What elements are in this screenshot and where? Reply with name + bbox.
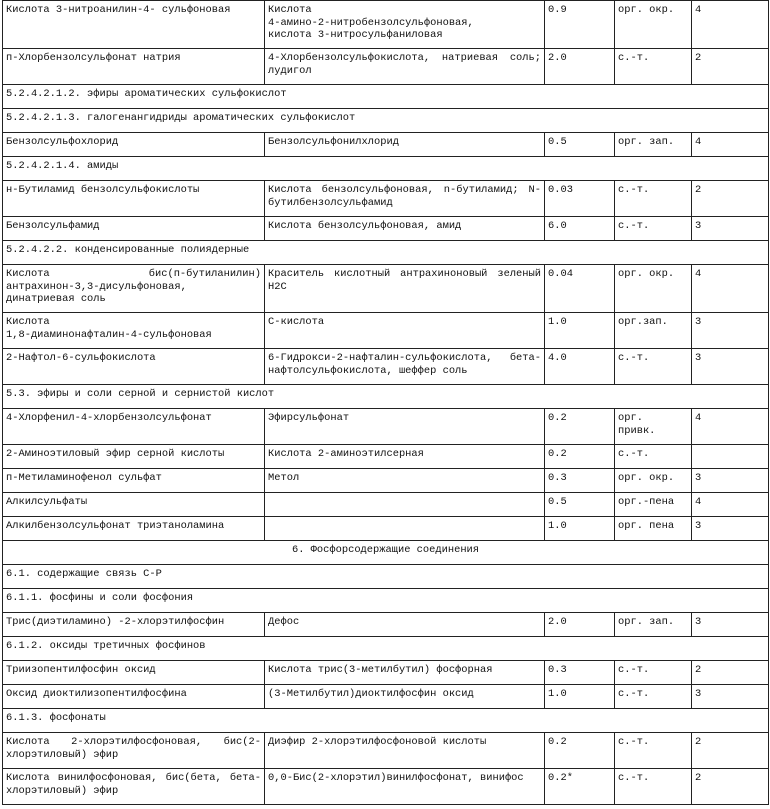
limit-value-cell: 4.0 bbox=[545, 349, 615, 385]
synonym-cell: С-кислота bbox=[265, 313, 545, 349]
hazard-class-cell: 4 bbox=[692, 409, 769, 445]
hazard-class-cell: 2 bbox=[692, 769, 769, 805]
hazard-class-cell: 3 bbox=[692, 313, 769, 349]
limit-value-cell: 0.2 bbox=[545, 409, 615, 445]
table-row bbox=[3, 49, 769, 85]
hazard-sign-cell: орг. окр. bbox=[615, 265, 692, 313]
substance-name-cell: Бензолсульфохлорид bbox=[3, 133, 265, 157]
limit-value-cell: 0.3 bbox=[545, 469, 615, 493]
synonym-cell: (3-Метилбутил)диоктилфосфин оксид bbox=[265, 685, 545, 709]
table-row bbox=[3, 661, 769, 685]
synonym-cell bbox=[265, 493, 545, 517]
hazard-class-cell: 2 bbox=[692, 733, 769, 769]
substance-name-cell: Кислота 1,8-диаминонафталин-4-сульфоновая bbox=[3, 313, 265, 349]
section-heading: 5.2.4.2.1.4. амиды bbox=[3, 157, 769, 181]
hazard-sign-cell: орг. зап. bbox=[615, 613, 692, 637]
synonym-cell: Метол bbox=[265, 469, 545, 493]
hazard-class-cell: 3 bbox=[692, 469, 769, 493]
limit-value-cell: 0.2 bbox=[545, 445, 615, 469]
hazard-class-cell: 2 bbox=[692, 181, 769, 217]
limit-value-cell: 1.0 bbox=[545, 685, 615, 709]
regulation-table bbox=[2, 0, 769, 805]
table-row bbox=[3, 769, 769, 805]
limit-value-cell: 2.0 bbox=[545, 613, 615, 637]
substance-name-cell: Кислота 2-хлорэтилфосфоновая, бис(2-хлорэтиловый) эфир bbox=[3, 733, 265, 769]
hazard-sign-cell: орг.-пена bbox=[615, 493, 692, 517]
substance-name-cell: п-Метиламинофенол сульфат bbox=[3, 469, 265, 493]
hazard-sign-cell: орг. зап. bbox=[615, 133, 692, 157]
section-heading-row bbox=[3, 709, 769, 733]
substance-name-cell: Алкилсульфаты bbox=[3, 493, 265, 517]
section-heading-row bbox=[3, 385, 769, 409]
synonym-cell: Диэфир 2-хлорэтилфосфоновой кислоты bbox=[265, 733, 545, 769]
synonym-cell: Кислота 2-аминоэтилсерная bbox=[265, 445, 545, 469]
synonym-cell: Дефос bbox=[265, 613, 545, 637]
hazard-class-cell: 4 bbox=[692, 265, 769, 313]
table-row bbox=[3, 685, 769, 709]
hazard-sign-cell: с.-т. bbox=[615, 445, 692, 469]
synonym-cell: Бензолсульфонилхлорид bbox=[265, 133, 545, 157]
limit-value-cell: 6.0 bbox=[545, 217, 615, 241]
synonym-cell: Кислота бензолсульфоновая, амид bbox=[265, 217, 545, 241]
substance-name-cell: Трис(диэтиламино) -2-хлорэтилфосфин bbox=[3, 613, 265, 637]
section-heading: 5.3. эфиры и соли серной и сернистой кислот bbox=[3, 385, 769, 409]
substance-name-cell: Кислота винилфосфоновая, бис(бета, бета-хлорэтиловый) эфир bbox=[3, 769, 265, 805]
hazard-sign-cell: с.-т. bbox=[615, 349, 692, 385]
table-row bbox=[3, 445, 769, 469]
limit-value-cell: 0.2 bbox=[545, 733, 615, 769]
limit-value-cell: 0.04 bbox=[545, 265, 615, 313]
synonym-cell: 6-Гидрокси-2-нафталин-сульфокислота, бета-нафтолсульфокислота, шеффер соль bbox=[265, 349, 545, 385]
section-heading-row bbox=[3, 241, 769, 265]
section-heading: 5.2.4.2.1.3. галогенангидриды ароматических сульфокислот bbox=[3, 109, 769, 133]
table-row bbox=[3, 181, 769, 217]
substance-name-cell: Триизопентилфосфин оксид bbox=[3, 661, 265, 685]
hazard-sign-cell: с.-т. bbox=[615, 733, 692, 769]
hazard-class-cell: 4 bbox=[692, 133, 769, 157]
hazard-sign-cell: орг.зап. bbox=[615, 313, 692, 349]
substance-name-cell: Оксид диоктилизопентилфосфина bbox=[3, 685, 265, 709]
section-heading-row bbox=[3, 85, 769, 109]
table-row bbox=[3, 217, 769, 241]
hazard-class-cell: 4 bbox=[692, 1, 769, 49]
table-row bbox=[3, 469, 769, 493]
hazard-class-cell: 2 bbox=[692, 49, 769, 85]
hazard-class-cell: 2 bbox=[692, 661, 769, 685]
substance-name-cell: Кислота 3-нитроанилин-4- сульфоновая bbox=[3, 1, 265, 49]
limit-value-cell: 0.5 bbox=[545, 493, 615, 517]
hazard-sign-cell: орг. окр. bbox=[615, 469, 692, 493]
section-heading: 6.1.2. оксиды третичных фосфинов bbox=[3, 637, 769, 661]
hazard-class-cell bbox=[692, 445, 769, 469]
limit-value-cell: 2.0 bbox=[545, 49, 615, 85]
section-heading: 5.2.4.2.1.2. эфиры ароматических сульфокислот bbox=[3, 85, 769, 109]
section-heading: 5.2.4.2.2. конденсированные полиядерные bbox=[3, 241, 769, 265]
synonym-cell: Кислота бензолсульфоновая, n-бутиламид; N-бутилбензолсульфамид bbox=[265, 181, 545, 217]
section-heading: 6.1.3. фосфонаты bbox=[3, 709, 769, 733]
table-row bbox=[3, 613, 769, 637]
hazard-sign-cell: с.-т. bbox=[615, 217, 692, 241]
limit-value-cell: 0.3 bbox=[545, 661, 615, 685]
substance-name-cell: Кислота бис(п-бутиланилин) антрахинон-3,3-дисульфоновая, динатриевая соль bbox=[3, 265, 265, 313]
table-row bbox=[3, 265, 769, 313]
section-heading-row bbox=[3, 589, 769, 613]
synonym-cell: Эфирсульфонат bbox=[265, 409, 545, 445]
hazard-class-cell: 3 bbox=[692, 685, 769, 709]
section-heading-row bbox=[3, 637, 769, 661]
section-heading-row bbox=[3, 109, 769, 133]
section-heading: 6.1. содержащие связь С-Р bbox=[3, 565, 769, 589]
chapter-title: 6. Фосфорсодержащие соединения bbox=[3, 541, 769, 565]
table-row bbox=[3, 517, 769, 541]
synonym-cell: Кислота 4-амино-2-нитробензолсульфоновая, кислота 3-нитросульфаниловая bbox=[265, 1, 545, 49]
substance-name-cell: 2-Нафтол-6-сульфокислота bbox=[3, 349, 265, 385]
hazard-sign-cell: орг. привк. bbox=[615, 409, 692, 445]
substance-name-cell: н-Бутиламид бензолсульфокислоты bbox=[3, 181, 265, 217]
substance-name-cell: Алкилбензолсульфонат триэтаноламина bbox=[3, 517, 265, 541]
table-row bbox=[3, 313, 769, 349]
table-row bbox=[3, 349, 769, 385]
hazard-class-cell: 3 bbox=[692, 613, 769, 637]
hazard-sign-cell: с.-т. bbox=[615, 685, 692, 709]
hazard-class-cell: 3 bbox=[692, 217, 769, 241]
limit-value-cell: 1.0 bbox=[545, 517, 615, 541]
section-heading: 6.1.1. фосфины и соли фосфония bbox=[3, 589, 769, 613]
table-row bbox=[3, 733, 769, 769]
limit-value-cell: 0.2* bbox=[545, 769, 615, 805]
hazard-class-cell: 4 bbox=[692, 493, 769, 517]
substance-name-cell: 2-Аминоэтиловый эфир серной кислоты bbox=[3, 445, 265, 469]
limit-value-cell: 0.03 bbox=[545, 181, 615, 217]
hazard-sign-cell: орг. окр. bbox=[615, 1, 692, 49]
substance-name-cell: п-Хлорбензолсульфонат натрия bbox=[3, 49, 265, 85]
limit-value-cell: 1.0 bbox=[545, 313, 615, 349]
hazard-sign-cell: с.-т. bbox=[615, 49, 692, 85]
hazard-class-cell: 3 bbox=[692, 517, 769, 541]
chapter-title-row bbox=[3, 541, 769, 565]
hazard-sign-cell: с.-т. bbox=[615, 661, 692, 685]
hazard-sign-cell: с.-т. bbox=[615, 181, 692, 217]
synonym-cell: 4-Хлорбензолсульфокислота, натриевая соль; лудигол bbox=[265, 49, 545, 85]
table-row bbox=[3, 1, 769, 49]
substance-name-cell: Бензолсульфамид bbox=[3, 217, 265, 241]
synonym-cell: Кислота трис(3-метилбутил) фосфорная bbox=[265, 661, 545, 685]
substance-name-cell: 4-Хлорфенил-4-хлорбензолсульфонат bbox=[3, 409, 265, 445]
limit-value-cell: 0.9 bbox=[545, 1, 615, 49]
section-heading-row bbox=[3, 565, 769, 589]
table-row bbox=[3, 493, 769, 517]
hazard-sign-cell: орг. пена bbox=[615, 517, 692, 541]
section-heading-row bbox=[3, 157, 769, 181]
table-row bbox=[3, 133, 769, 157]
hazard-sign-cell: с.-т. bbox=[615, 769, 692, 805]
limit-value-cell: 0.5 bbox=[545, 133, 615, 157]
table-row bbox=[3, 409, 769, 445]
synonym-cell: 0,0-Бис(2-хлорэтил)винилфосфонат, винифос bbox=[265, 769, 545, 805]
hazard-class-cell: 3 bbox=[692, 349, 769, 385]
synonym-cell: Краситель кислотный антрахиноновый зеленый Н2С bbox=[265, 265, 545, 313]
synonym-cell bbox=[265, 517, 545, 541]
